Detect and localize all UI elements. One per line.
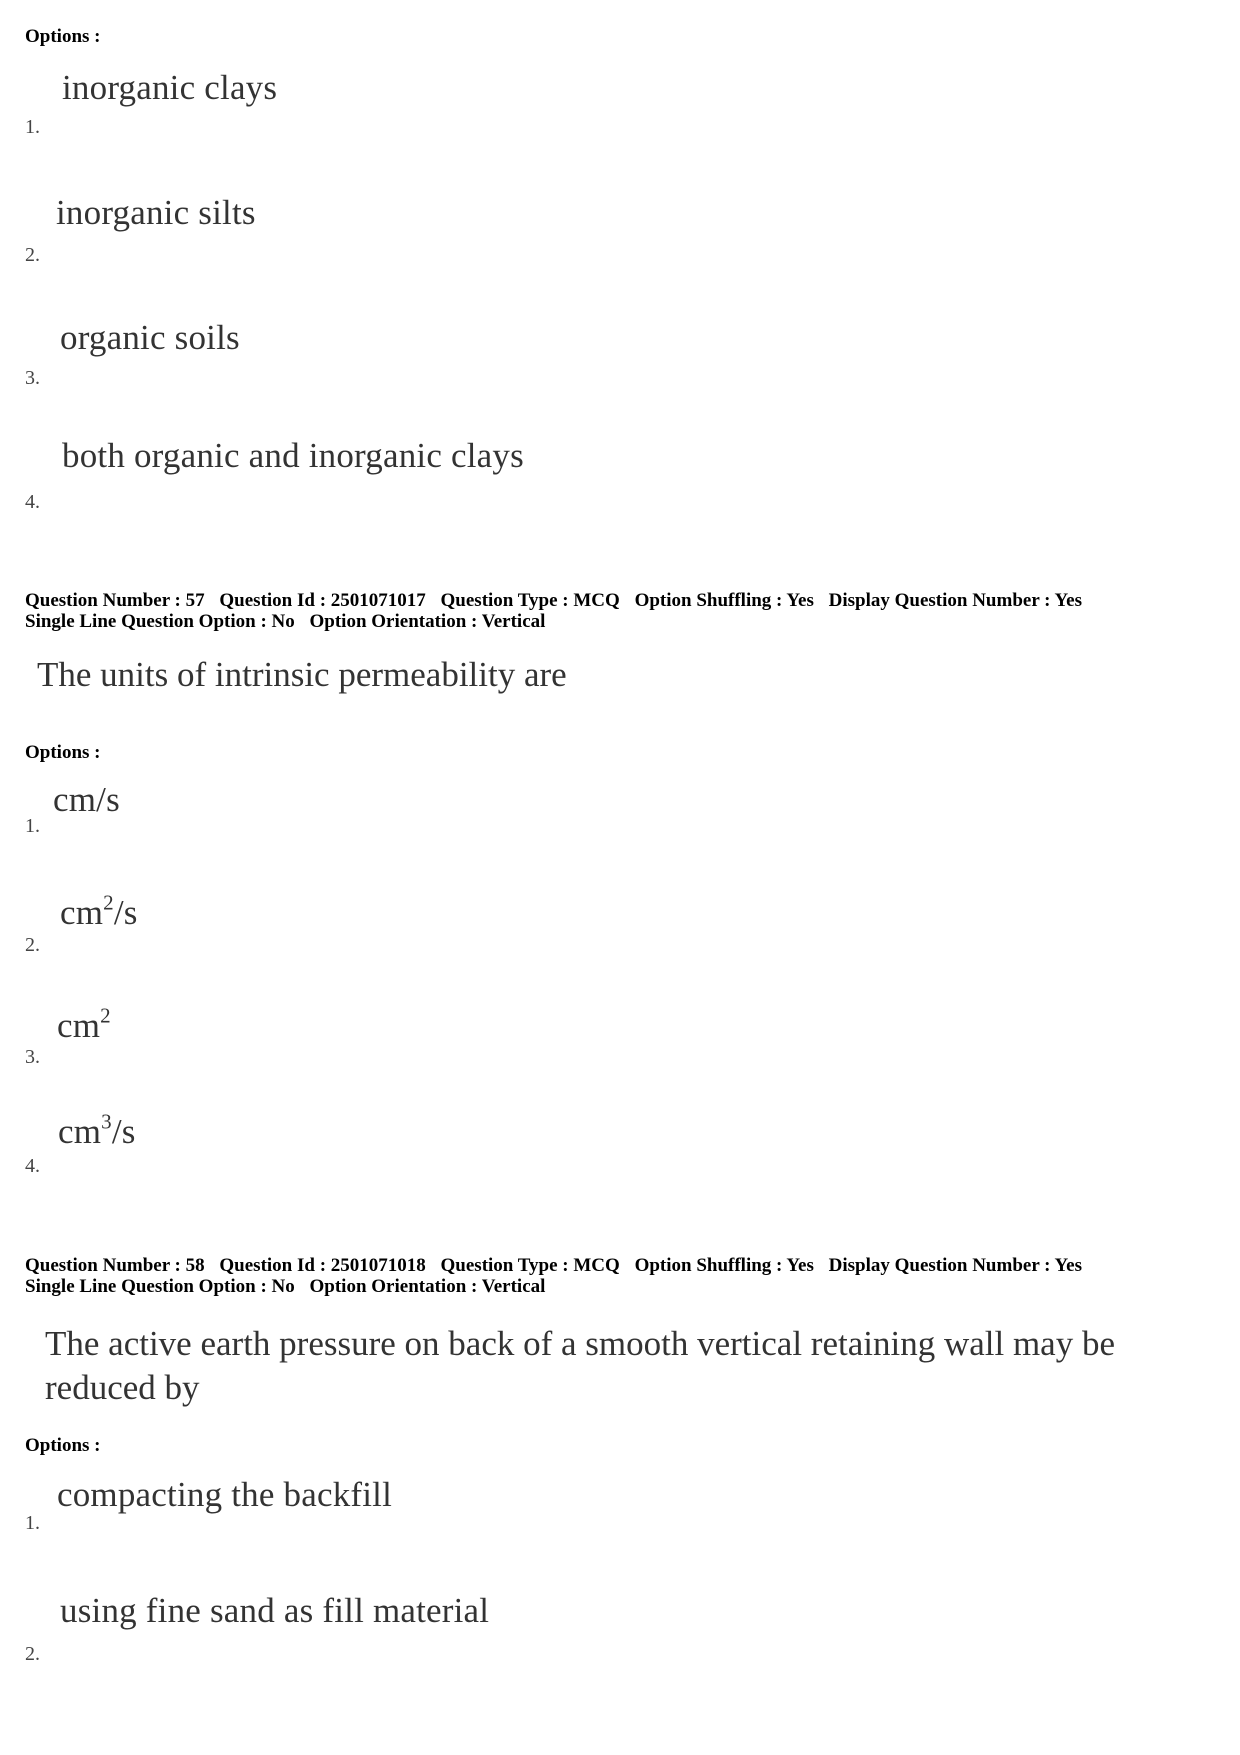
question-metadata	[25, 1255, 1092, 1297]
option-superscript: 3	[101, 1109, 112, 1134]
single-line-option: Single Line Question Option : No	[25, 1276, 295, 1297]
question-id: Question Id : 2501071017	[219, 590, 426, 611]
option-number: 3.	[25, 1046, 40, 1068]
option-number: 1.	[25, 116, 40, 138]
option-base: cm/s	[53, 780, 120, 819]
options-label: Options :	[25, 1435, 101, 1456]
option-number: 1.	[25, 815, 40, 837]
option-superscript: 2	[100, 1003, 111, 1028]
option-base: cm	[60, 893, 104, 932]
option-text: using fine sand as fill material	[60, 1591, 490, 1630]
option-number: 1.	[25, 1512, 40, 1534]
option-orientation: Option Orientation : Vertical	[309, 1276, 546, 1297]
option-number: 3.	[25, 367, 40, 389]
option-text: both organic and inorganic clays	[62, 436, 524, 475]
option-tail: /s	[113, 893, 138, 932]
option-text: compacting the backfill	[57, 1475, 393, 1514]
option-superscript: 2	[103, 890, 114, 915]
question-type: Question Type : MCQ	[440, 1255, 620, 1276]
options-label: Options :	[25, 26, 101, 47]
display-question-number: Display Question Number : Yes	[828, 1255, 1082, 1276]
single-line-option: Single Line Question Option : No	[25, 611, 295, 632]
question-number: Question Number : 58	[25, 1255, 205, 1276]
option-tail: /s	[111, 1112, 136, 1151]
question-id: Question Id : 2501071018	[219, 1255, 426, 1276]
question-text: The units of intrinsic permeability are	[37, 655, 567, 694]
option-text: inorganic silts	[56, 193, 256, 232]
display-question-number: Display Question Number : Yes	[828, 590, 1082, 611]
option-text: inorganic clays	[62, 68, 278, 107]
option-number: 2.	[25, 1643, 40, 1665]
option-text	[58, 1109, 136, 1152]
option-text	[53, 780, 120, 820]
option-shuffling: Option Shuffling : Yes	[634, 590, 814, 611]
option-base: cm	[57, 1006, 101, 1045]
question-metadata	[25, 590, 1092, 632]
option-number: 2.	[25, 934, 40, 956]
option-shuffling: Option Shuffling : Yes	[634, 1255, 814, 1276]
option-base: cm	[58, 1112, 102, 1151]
option-text	[60, 890, 138, 933]
option-number: 4.	[25, 1155, 40, 1177]
options-label: Options :	[25, 742, 101, 763]
question-type: Question Type : MCQ	[440, 590, 620, 611]
option-text	[57, 1003, 111, 1046]
question-text: The active earth pressure on back of a smooth vertical retaining wall may be reduced by	[45, 1324, 1115, 1407]
question-number: Question Number : 57	[25, 590, 205, 611]
option-number: 4.	[25, 491, 40, 513]
option-number: 2.	[25, 244, 40, 266]
option-text: organic soils	[60, 318, 240, 357]
option-orientation: Option Orientation : Vertical	[309, 611, 546, 632]
